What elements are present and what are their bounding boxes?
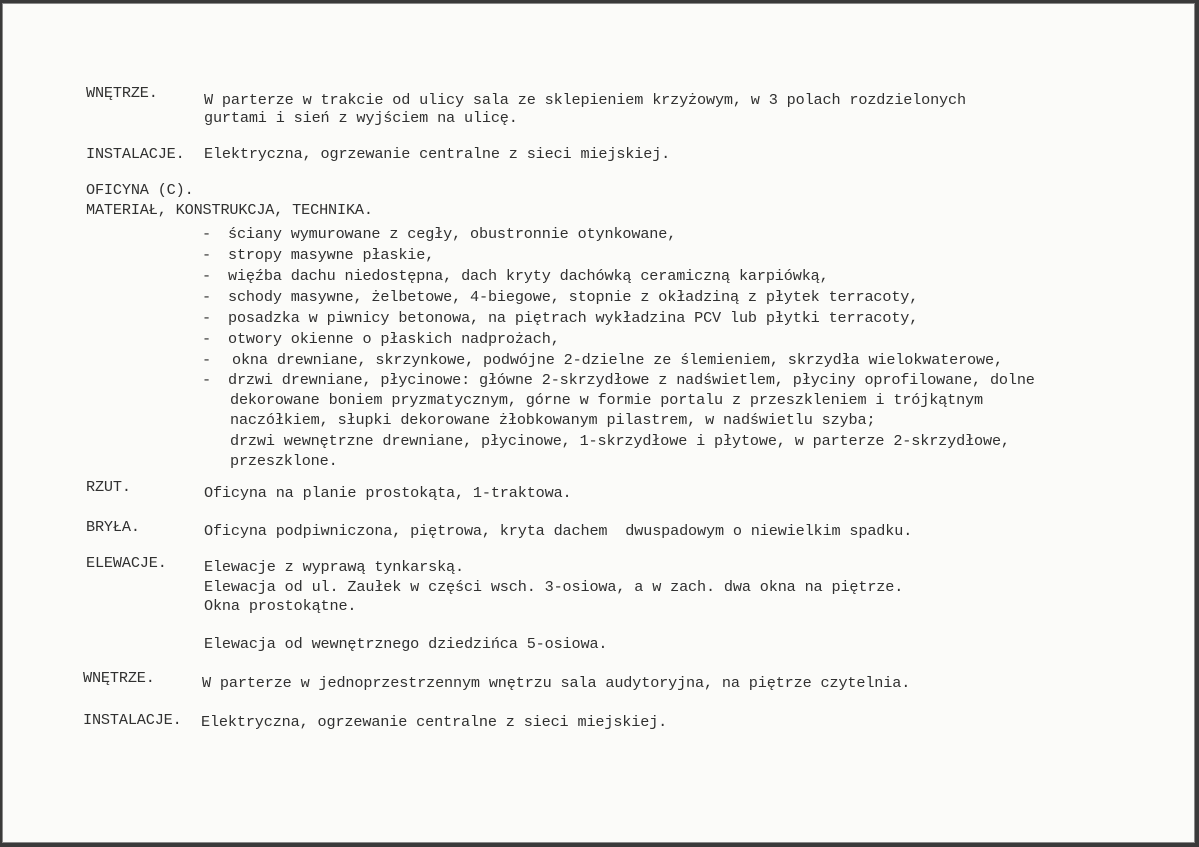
rzut-label: RZUT. [86,478,131,496]
wnetrze-line-1: W parterze w trakcie od ulicy sala ze sklepieniem krzyżowym, w 3 polach rozdzielonych [204,91,966,109]
elewacje-line-3: Okna prostokątne. [204,597,357,615]
elewacje-line-1: Elewacje z wyprawą tynkarską. [204,558,464,576]
rzut-text: Oficyna na planie prostokąta, 1-traktowa. [204,484,572,502]
wnetrze-label-2: WNĘTRZE. [83,669,155,687]
document-page [2,3,1195,843]
elewacje-label: ELEWACJE. [86,554,167,572]
list-item: posadzka w piwnicy betonowa, na piętrach wykładzina PCV lub płytki terracoty, [228,309,919,327]
list-item: okna drewniane, skrzynkowe, podwójne 2-dzielne ze ślemieniem, skrzydła wielokwaterowe, [232,351,1003,369]
wnetrze-text-2: W parterze w jednoprzestrzennym wnętrzu sala audytoryjna, na piętrze czytelnia. [202,674,911,692]
bryla-text: Oficyna podpiwniczona, piętrowa, kryta dachem dwuspadowym o niewielkim spadku. [204,522,913,540]
list-item: ściany wymurowane z cegły, obustronnie otynkowane, [228,225,677,243]
oficyna-title: OFICYNA (C). [86,181,194,199]
wnetrze-line-2: gurtami i sień z wyjściem na ulicę. [204,109,518,127]
list-dash: - [202,309,211,327]
bryla-label: BRYŁA. [86,518,140,536]
instalacje-text: Elektryczna, ogrzewanie centralne z sieci miejskiej. [204,145,671,163]
instalacje-text-2: Elektryczna, ogrzewanie centralne z sieci miejskiej. [201,713,668,731]
list-item-continuation: drzwi wewnętrzne drewniane, płycinowe, 1-skrzydłowe i płytowe, w parterze 2-skrzydłowe, [230,432,1010,450]
list-item: więźba dachu niedostępna, dach kryty dachówką ceramiczną karpiówką, [228,267,829,285]
list-dash: - [202,371,211,389]
list-item-continuation: przeszklone. [230,452,338,470]
instalacje-label-2: INSTALACJE. [83,711,182,729]
list-dash: - [202,330,211,348]
elewacje-line-2: Elewacja od ul. Zaułek w części wsch. 3-osiowa, a w zach. dwa okna na piętrze. [204,578,904,596]
list-dash: - [202,351,211,369]
material-label: MATERIAŁ, KONSTRUKCJA, TECHNIKA. [86,201,373,219]
wnetrze-label: WNĘTRZE. [86,84,158,102]
list-dash: - [202,267,211,285]
list-dash: - [202,288,211,306]
list-item: drzwi drewniane, płycinowe: główne 2-skrzydłowe z nadświetlem, płyciny oprofilowane, dolne [228,371,1035,389]
list-item-continuation: naczółkiem, słupki dekorowane żłobkowanym pilastrem, w nadświetlu szyba; [230,411,876,429]
list-item: schody masywne, żelbetowe, 4-biegowe, stopnie z okładziną z płytek terracoty, [228,288,919,306]
list-dash: - [202,246,211,264]
list-item: stropy masywne płaskie, [228,246,435,264]
list-dash: - [202,225,211,243]
list-item-continuation: dekorowane boniem pryzmatycznym, górne w formie portalu z przeszkleniem i trójkątnym [230,391,983,409]
list-item: otwory okienne o płaskich nadprożach, [228,330,560,348]
instalacje-label: INSTALACJE. [86,145,185,163]
elewacje-extra: Elewacja od wewnętrznego dziedzińca 5-osiowa. [204,635,608,653]
